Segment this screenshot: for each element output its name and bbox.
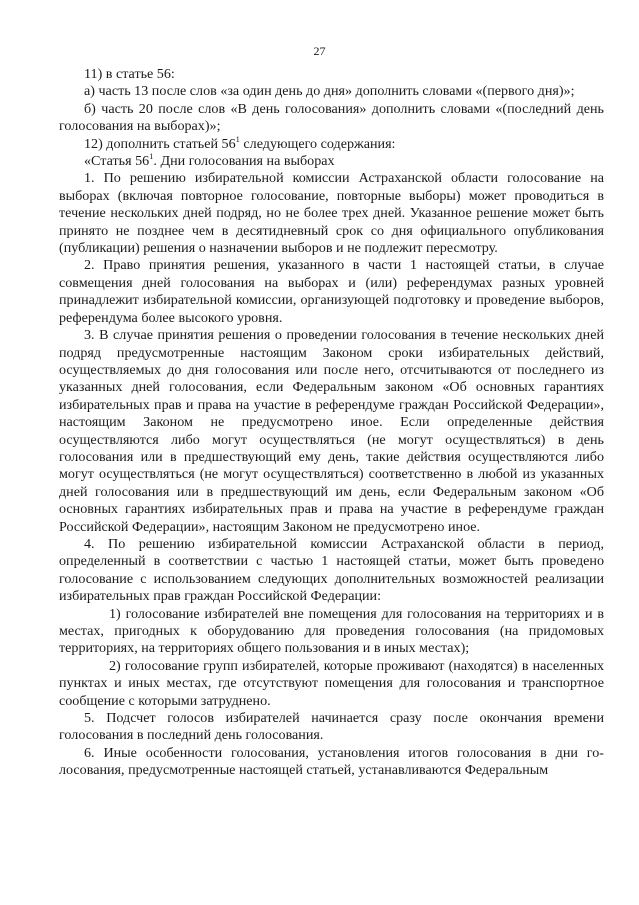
paragraph-article-56-amendment: 11) в статье 56: bbox=[84, 66, 175, 82]
paragraph-part-4-item-2: 2) голосование групп избирателей, которые проживают (находятся) в населенных пунктах и иных местах, где отсутствуют помещения для голосования и транспортное сообщение с которыми затруднено. bbox=[59, 657, 604, 709]
add-article-superscript: 1 bbox=[235, 133, 240, 144]
paragraph-add-article bbox=[59, 133, 604, 153]
paragraph-part-1: 1. По решению избирательной комиссии Астраханской области голосование на выборах (включая повторное голосование, повторные выборы) может проводиться в течение нескольких дней подряд, но не более трех дней. Указанное решение может быть принято не позднее чем в десятидневный срок со дня официального опубликования (публикации) решения о назначении выборов и не подлежит пересмотру. bbox=[59, 170, 604, 257]
paragraph-part-6: 6. Иные особенности голосования, установления итогов голосования в дни голосования, предусмотренные настоящей статьей, устанавливаются Федеральным bbox=[59, 744, 604, 779]
paragraph-part-20-amendment: б) часть 20 после слов «В день голосования» дополнить словами «(последний день голосования на выборах)»; bbox=[59, 100, 604, 135]
article-heading bbox=[59, 153, 604, 170]
article-heading-superscript: 1 bbox=[149, 151, 154, 162]
paragraph-part-5: 5. Подсчет голосов избирателей начинается сразу после окончания времени голосования в последний день голосования. bbox=[59, 710, 604, 744]
page-number: 27 bbox=[313, 44, 326, 58]
paragraph-part-4: 4. По решению избирательной комиссии Астраханской области в период, определенный в соответствии с частью 1 настоящей статьи, может быть проведено голосование с использованием следующих дополнительных возможностей реализации избирательных прав граждан Российской Федерации: bbox=[59, 535, 604, 605]
paragraph-part-4-item-1: 1) голосование избирателей вне помещения для голосования на территориях и в местах, пригодных к оборудованию для проведения голосования (на придомовых территориях, на территориях общего пользования и в иных местах); bbox=[59, 605, 604, 657]
paragraph-part-3: 3. В случае принятия решения о проведении голосования в течение нескольких дней подряд предусмотренные настоящим Законом сроки избирательных действий, осуществляемых до дня голосования или после него, отсчитываются от последнего из указанных дней голосования, если Федеральным законом «Об основных гарантиях избирательных прав и права на участие в референдуме граждан Российской Федерации», настоящим Законом не предусмотрено иное. Если определенные действия осуществляются либо могут осуществляться (не могут осуществляться) в день голосования или в предшествующий ему день, такие действия осуществляются либо могут осуществляться (не могут осуществляться) соответственно в любой из указанных дней голосования или в предшествующий им день, если Федеральным законом «Об основных гарантиях избирательных прав и права на участие в референдуме граждан Российской Федерации», настоящим Законом не предусмотрено иное. bbox=[59, 327, 604, 535]
article-heading-text-before: «Статья 56 bbox=[84, 153, 150, 170]
document-body bbox=[59, 66, 604, 780]
add-article-text-before: 12) дополнить статьей 56 bbox=[84, 135, 236, 152]
add-article-text-after: следующего содержания: bbox=[239, 135, 396, 152]
article-heading-text-after: . Дни голосования на выборах bbox=[153, 153, 335, 170]
paragraph-part-13-amendment: а) часть 13 после слов «за один день до дня» дополнить словами «(первого дня)»; bbox=[84, 83, 575, 100]
paragraph-part-2: 2. Право принятия решения, указанного в части 1 настоящей статьи, в случае совмещения дней голосования на выборах и (или) референдумах разных уровней принадлежит избирательной комиссии, организующей подготовку и проведение выборов, референдума более высокого уровня. bbox=[59, 257, 604, 326]
